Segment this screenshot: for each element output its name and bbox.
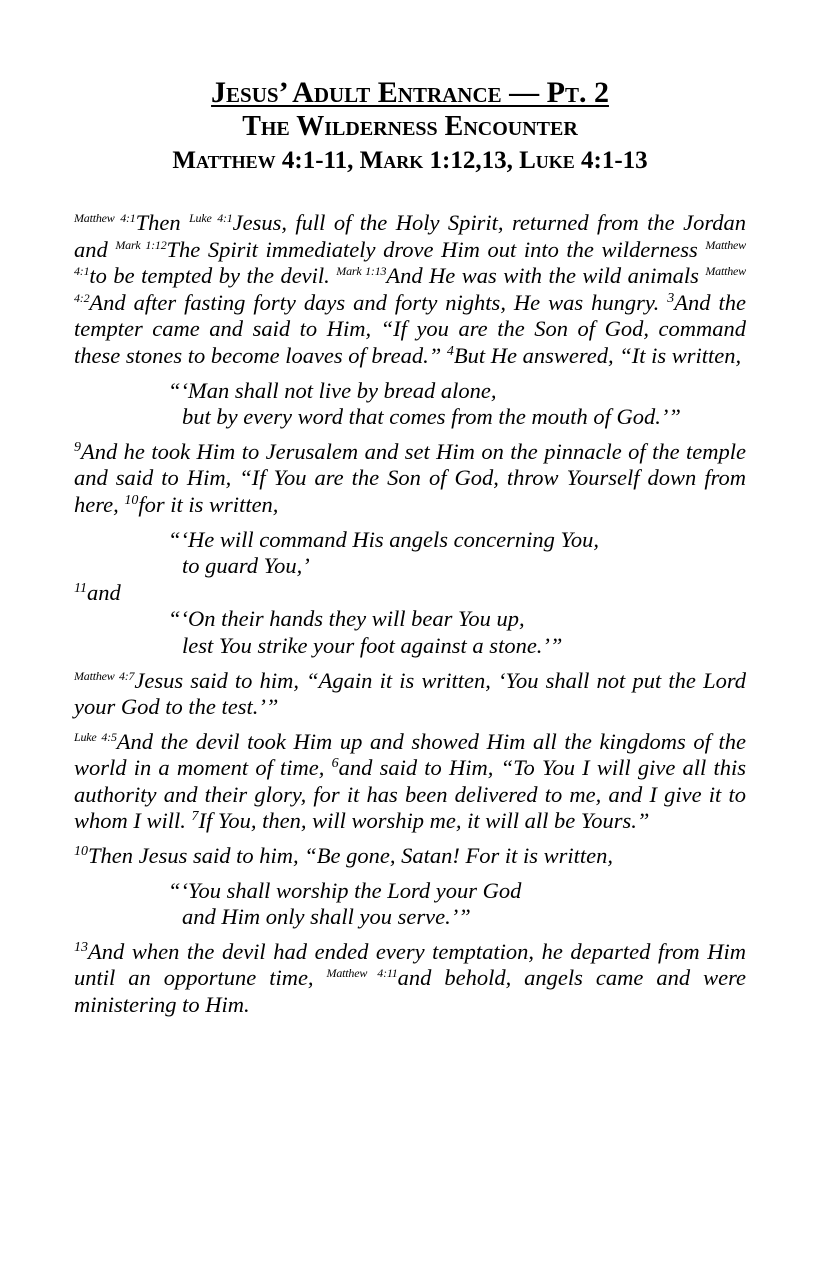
quote-line: to guard You,’: [182, 553, 310, 579]
source-ref: Luke 4:1: [189, 211, 233, 225]
paragraph-2: [74, 439, 746, 519]
verse-number: 10: [124, 492, 139, 508]
source-ref: Matthew 4:1: [74, 237, 746, 279]
source-ref: Mark 1:13: [336, 264, 387, 279]
document-page: [74, 76, 746, 1027]
paragraph-6: [74, 843, 746, 870]
verse-text: Jesus, full of the Holy Spirit, returned from the Jordan and: [74, 210, 747, 262]
verse-text: and: [86, 579, 121, 605]
source-ref: Matthew 4:7: [74, 668, 135, 683]
verse-text: for it is written,: [138, 491, 279, 517]
quotation-3: [74, 606, 746, 659]
verse-text: If You, then, will worship me, it will all be Yours.”: [198, 808, 650, 834]
verse-text: Then: [135, 210, 190, 235]
verse-text: And He was with the wild animals: [386, 263, 706, 289]
scripture-references: Matthew 4:1-11, Mark 1:12,13, Luke 4:1-13: [172, 147, 648, 174]
page-title: Jesus’ Adult Entrance — Pt. 2: [211, 76, 609, 109]
quote-line: “‘He will command His angels concerning You,: [168, 526, 600, 552]
quote-line: “‘Man shall not live by bread alone,: [168, 377, 497, 403]
verse-number: 10: [74, 844, 88, 860]
source-ref: Matthew 4:1: [74, 211, 136, 225]
verse-text: And when the devil had ended every temptation, he departed from Him until an opportune time,: [74, 938, 746, 991]
page-subtitle: The Wilderness Encounter: [242, 111, 578, 142]
source-ref: Mark 1:12: [115, 237, 167, 252]
paragraph-1: [74, 210, 746, 370]
verse-number: 3: [667, 290, 675, 306]
verse-text: And the devil took Him up and showed Him all the kingdoms of the world in a moment of time,: [74, 728, 746, 781]
quote-line: and Him only shall you serve.’”: [182, 904, 471, 930]
source-ref: Matthew 4:11: [326, 966, 398, 981]
verse-text: Then Jesus said to him, “Be gone, Satan! For it is written,: [88, 843, 613, 869]
verse-text: But He answered, “It is written,: [453, 342, 742, 368]
paragraph-4: [74, 668, 746, 721]
quote-line: “‘On their hands they will bear You up,: [168, 606, 525, 632]
verse-number: 11: [74, 580, 87, 596]
verse-text: Jesus said to him, “Again it is written, ‘You shall not put the Lord your God to the test.’”: [74, 667, 746, 720]
quotation-2: [74, 527, 746, 580]
quote-line: lest You strike your foot against a stone.’”: [182, 632, 563, 658]
quotation-1: [74, 378, 746, 431]
verse-text: And after fasting forty days and forty nights, He was hungry.: [89, 289, 668, 315]
quote-line: “‘You shall worship the Lord your God: [168, 877, 522, 903]
heading-block: [74, 76, 746, 178]
source-ref: Matthew 4:2: [74, 264, 746, 305]
verse-number: 6: [331, 756, 339, 772]
verse-text: and said to Him, “To You I will give all this authority and their glory, for it has been delivered to me, and I give it to whom I will.: [74, 755, 746, 834]
verse-text: The Spirit immediately drove Him out into the wilderness: [166, 236, 706, 262]
quotation-4: [74, 878, 746, 931]
verse-text: and behold, angels came and were ministering to Him.: [74, 965, 746, 1018]
quote-line: but by every word that comes from the mouth of God.’”: [182, 404, 681, 430]
verse-number: 4: [446, 343, 454, 359]
verse-number: 7: [191, 809, 199, 825]
verse-text: And the tempter came and said to Him, “If you are the Son of God, command these stones to become loaves of bread.”: [74, 289, 747, 368]
paragraph-7: [74, 939, 746, 1019]
verse-number: 9: [74, 439, 81, 455]
verse-text: And he took Him to Jerusalem and set Him on the pinnacle of the temple and said to Him, “If You are the Son of God, throw Yourself down from here,: [74, 438, 746, 517]
paragraph-5: [74, 729, 746, 835]
verse-number: 13: [74, 939, 88, 955]
paragraph-3: [74, 580, 746, 607]
source-ref: Luke 4:5: [74, 729, 117, 744]
verse-text: to be tempted by the devil.: [89, 263, 337, 289]
